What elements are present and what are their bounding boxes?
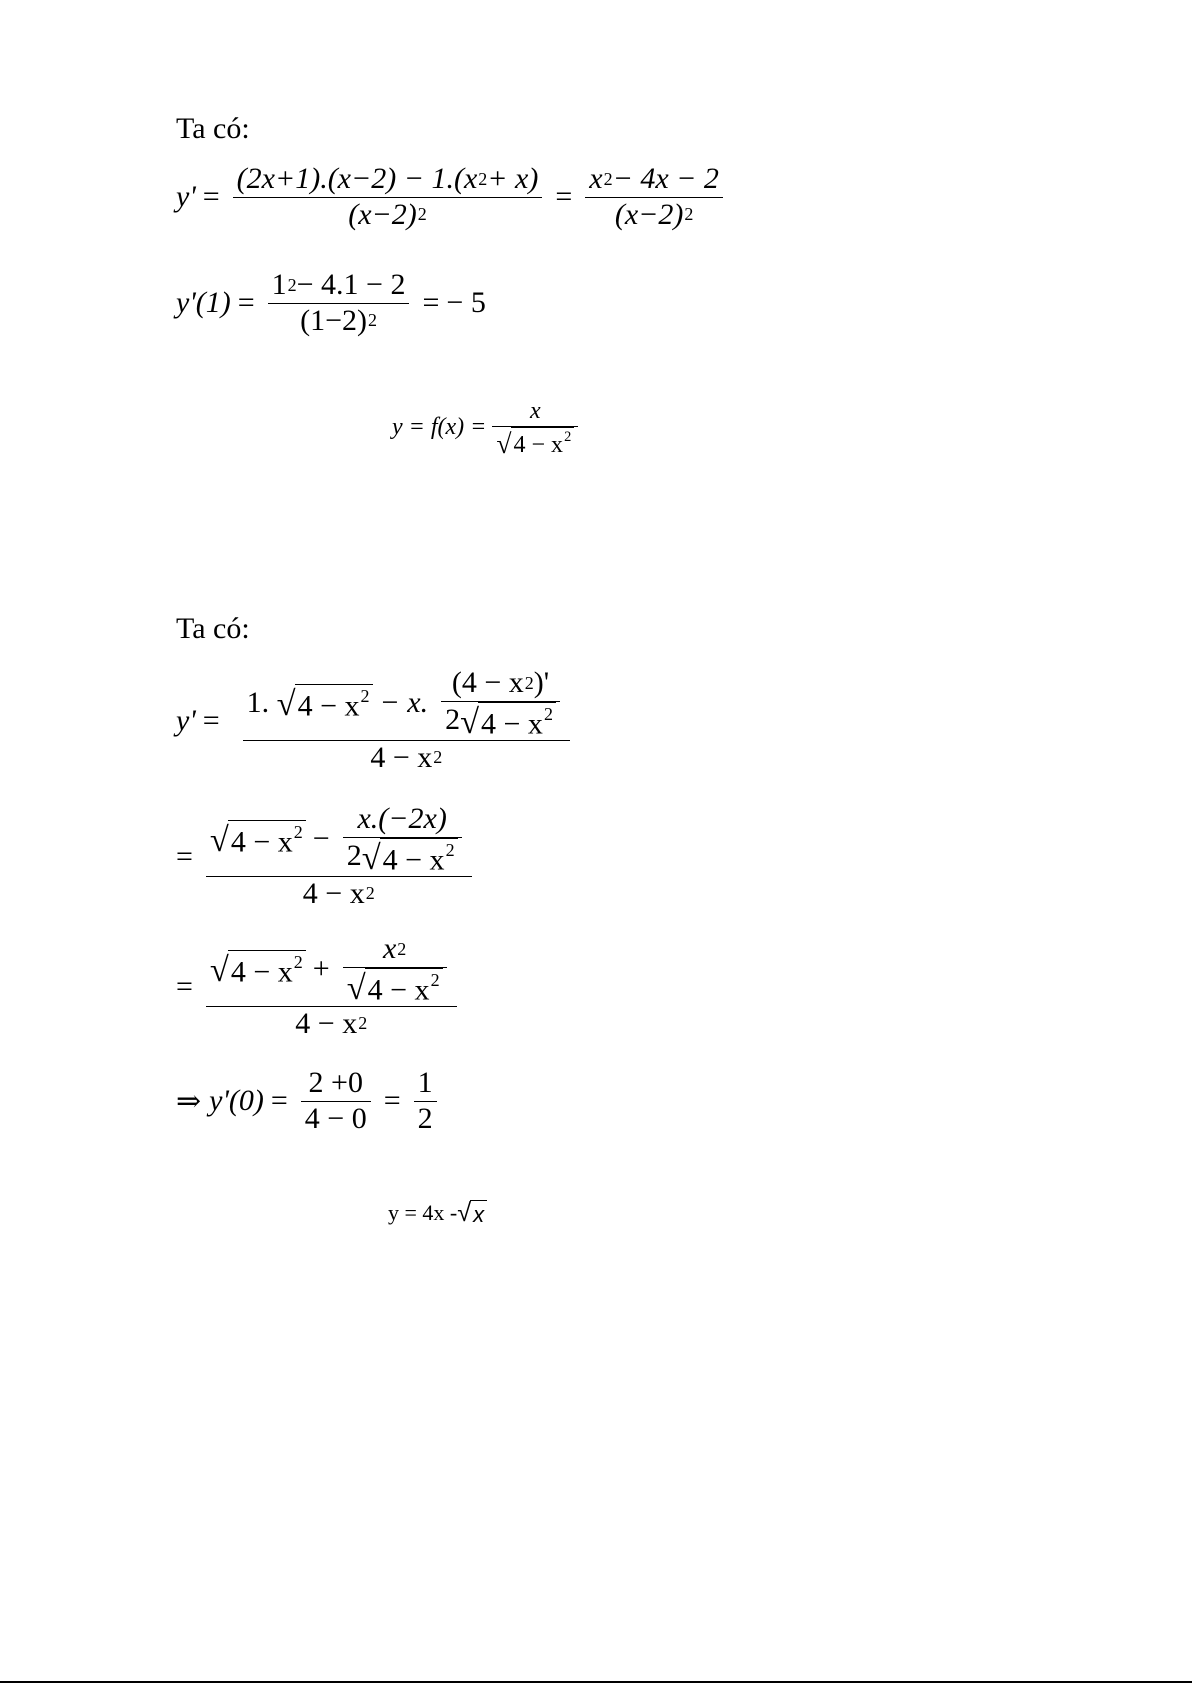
problem2-function: y = f(x) = x √ $4 - x^2$ [392,398,584,458]
derivative-at-1: y'(1) = 1 2 − 4.1 − 2 (1−2) 2 = − 5 [176,268,486,337]
result-value: − 5 [446,286,486,319]
y-prime: y' [176,180,196,213]
final-result: ⇒ y'(0) = $\frac{2 +0}{4 - 0}$ = $\frac{1}{2}$ [176,1066,443,1136]
section1-heading: Ta có: [176,112,250,145]
step2-formula: = √ $4 - x^2$ − x.(−2x) 2 √ $4 - x^2$ 4 − x 2 [176,802,478,911]
sqrt-symbol: √ $4 - x^2$ [496,427,574,458]
page-bottom-border [0,1681,1192,1683]
step1-formula: y' = 1. √ $4 - x^2$ − x. (4 − x 2 )' 2 √ $4 - x^2$ 4 − x 2 [176,666,576,775]
simplified-fraction: x 2 − 4x − 2 (x−2) 2 [585,162,723,232]
problem3-function: y = 4x - √ x [388,1200,487,1226]
implies-arrow: ⇒ [176,1084,202,1118]
section2-heading: Ta có: [176,612,250,645]
step3-formula: = √ $4 - x^2$ + x 2 √ $4 - x^2$ 4 − x 2 [176,932,463,1041]
derivative-formula: y' = (2x+1).(x−2) − 1.(x 2 + x) (x−2) 2 = x 2 − 4x − 2 (x−2) 2 [176,162,729,232]
quotient-fraction: (2x+1).(x−2) − 1.(x 2 + x) (x−2) 2 [233,162,543,232]
